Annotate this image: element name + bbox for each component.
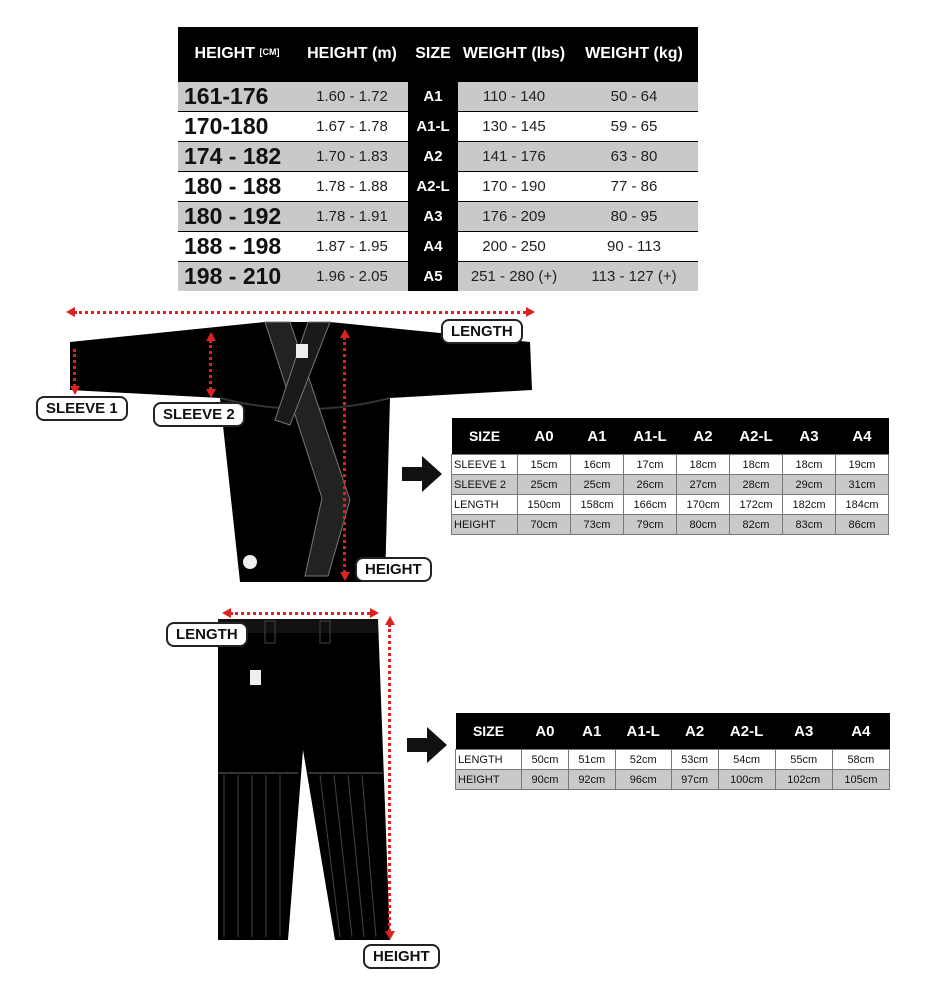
cell-height-cm: 180 - 192 xyxy=(178,202,296,232)
cell-weight-lbs: 176 - 209 xyxy=(458,202,570,232)
jacket-table-header-cell: A2 xyxy=(677,418,730,455)
jacket-table-header-cell: A0 xyxy=(518,418,571,455)
cell-weight-kg: 50 - 64 xyxy=(570,82,698,112)
jacket-table-header-cell: SIZE xyxy=(452,418,518,455)
jacket-height-callout: HEIGHT xyxy=(355,557,432,582)
cell-weight-lbs: 130 - 145 xyxy=(458,112,570,142)
cell-weight-lbs: 110 - 140 xyxy=(458,82,570,112)
pants-table-header-cell: A2-L xyxy=(718,713,775,750)
jacket-table-header-cell: A2-L xyxy=(730,418,783,455)
pants-table-cell: 105cm xyxy=(832,770,889,790)
jacket-row-label: HEIGHT xyxy=(452,515,518,535)
size-chart-row xyxy=(178,202,698,232)
cell-height-cm: 180 - 188 xyxy=(178,172,296,202)
cell-height-cm: 188 - 198 xyxy=(178,232,296,262)
jacket-table-cell: 70cm xyxy=(518,515,571,535)
cell-height-m: 1.60 - 1.72 xyxy=(296,82,408,112)
cell-size: A1-L xyxy=(408,112,458,142)
jacket-sleeve2-line xyxy=(209,340,212,390)
cell-weight-lbs: 170 - 190 xyxy=(458,172,570,202)
pants-table-header-cell: A3 xyxy=(775,713,832,750)
arrow-right-icon xyxy=(526,307,535,317)
jacket-table-header-cell: A4 xyxy=(836,418,889,455)
pants-table-header-cell: A1 xyxy=(568,713,615,750)
jacket-table-row xyxy=(452,495,889,515)
jacket-patch xyxy=(296,344,308,358)
jacket-table-cell: 166cm xyxy=(624,495,677,515)
pants-row-label: HEIGHT xyxy=(456,770,522,790)
cell-weight-lbs: 141 - 176 xyxy=(458,142,570,172)
pants-row-label: LENGTH xyxy=(456,750,522,770)
arrow-down-icon xyxy=(340,572,350,581)
jacket-table-cell: 158cm xyxy=(571,495,624,515)
cell-height-m: 1.87 - 1.95 xyxy=(296,232,408,262)
arrow-up-icon xyxy=(385,616,395,625)
pants-table-cell: 90cm xyxy=(522,770,569,790)
cell-height-cm: 170-180 xyxy=(178,112,296,142)
pants-table-cell: 58cm xyxy=(832,750,889,770)
pants-height-line xyxy=(388,624,391,932)
arrow-left-icon xyxy=(222,608,231,618)
pants-table-header-cell: A1-L xyxy=(615,713,671,750)
jacket-table-cell: 150cm xyxy=(518,495,571,515)
jacket-sleeve2-callout: SLEEVE 2 xyxy=(153,402,245,427)
cell-weight-kg: 63 - 80 xyxy=(570,142,698,172)
jacket-table-header xyxy=(452,418,889,455)
cell-size: A5 xyxy=(408,262,458,292)
arrow-down-icon xyxy=(206,389,216,398)
jacket-table-header-cell: A3 xyxy=(783,418,836,455)
jacket-row-label: SLEEVE 2 xyxy=(452,475,518,495)
pants-length-line xyxy=(230,612,370,615)
pants-table-header-cell: A0 xyxy=(522,713,569,750)
size-chart-row xyxy=(178,142,698,172)
jacket-table-cell: 79cm xyxy=(624,515,677,535)
jacket-table-cell: 19cm xyxy=(836,455,889,475)
jacket-table-cell: 29cm xyxy=(783,475,836,495)
pants-table-header-cell: A2 xyxy=(671,713,718,750)
pants-table-row xyxy=(456,770,890,790)
pants-table-cell: 96cm xyxy=(615,770,671,790)
cell-size: A4 xyxy=(408,232,458,262)
jacket-table-header-cell: A1-L xyxy=(624,418,677,455)
pants-table-cell: 55cm xyxy=(775,750,832,770)
pants-length-callout: LENGTH xyxy=(166,622,248,647)
header-height-cm: HEIGHT [CM] xyxy=(178,27,296,82)
pants-height-callout: HEIGHT xyxy=(363,944,440,969)
size-chart-header-row xyxy=(178,27,698,82)
jacket-table-cell: 18cm xyxy=(730,455,783,475)
header-height-m: HEIGHT (m) xyxy=(296,27,408,82)
jacket-table-cell: 25cm xyxy=(518,475,571,495)
cell-size: A2-L xyxy=(408,172,458,202)
jacket-table-cell: 31cm xyxy=(836,475,889,495)
pants-body xyxy=(218,619,390,940)
size-chart-row xyxy=(178,262,698,292)
pants-table-cell: 97cm xyxy=(671,770,718,790)
jacket-table-row xyxy=(452,515,889,535)
arrow-right-icon xyxy=(370,608,379,618)
size-chart-row xyxy=(178,232,698,262)
pants-table-row xyxy=(456,750,890,770)
size-chart-row xyxy=(178,82,698,112)
jacket-table-cell: 18cm xyxy=(677,455,730,475)
pants-table-cell: 52cm xyxy=(615,750,671,770)
jacket-table-cell: 86cm xyxy=(836,515,889,535)
jacket-table-cell: 172cm xyxy=(730,495,783,515)
jacket-length-callout: LENGTH xyxy=(441,319,523,344)
jacket-height-line xyxy=(343,337,346,573)
right-arrow-icon xyxy=(402,456,442,492)
size-chart-body xyxy=(178,82,698,292)
jacket-table-cell: 26cm xyxy=(624,475,677,495)
jacket-table-cell: 16cm xyxy=(571,455,624,475)
jacket-table-cell: 182cm xyxy=(783,495,836,515)
cell-weight-lbs: 251 - 280 (+) xyxy=(458,262,570,292)
arrow-up-icon xyxy=(340,329,350,338)
cell-size: A1 xyxy=(408,82,458,112)
pants-table-cell: 53cm xyxy=(671,750,718,770)
pants-table-header-cell: SIZE xyxy=(456,713,522,750)
jacket-length-line xyxy=(74,311,526,314)
arrow-down-icon xyxy=(70,386,80,395)
jacket-table-cell: 170cm xyxy=(677,495,730,515)
cell-height-m: 1.78 - 1.88 xyxy=(296,172,408,202)
cell-weight-lbs: 200 - 250 xyxy=(458,232,570,262)
jacket-sleeve1-line xyxy=(73,349,76,387)
size-chart-row xyxy=(178,172,698,202)
header-weight-lbs: WEIGHT (lbs) xyxy=(458,27,570,82)
cell-height-m: 1.96 - 2.05 xyxy=(296,262,408,292)
jacket-table-cell: 17cm xyxy=(624,455,677,475)
header-size: SIZE xyxy=(408,27,458,82)
cell-weight-kg: 59 - 65 xyxy=(570,112,698,142)
cell-height-cm: 161-176 xyxy=(178,82,296,112)
cell-height-m: 1.78 - 1.91 xyxy=(296,202,408,232)
pants-patch xyxy=(250,670,261,685)
jacket-table-cell: 28cm xyxy=(730,475,783,495)
pants-illustration xyxy=(210,615,400,945)
jacket-table-cell: 82cm xyxy=(730,515,783,535)
jacket-table-cell: 18cm xyxy=(783,455,836,475)
cell-weight-kg: 77 - 86 xyxy=(570,172,698,202)
cell-height-m: 1.67 - 1.78 xyxy=(296,112,408,142)
jacket-table-cell: 184cm xyxy=(836,495,889,515)
jacket-measurements-table xyxy=(451,418,889,535)
pants-table-header xyxy=(456,713,890,750)
cell-weight-kg: 80 - 95 xyxy=(570,202,698,232)
cell-height-m: 1.70 - 1.83 xyxy=(296,142,408,172)
jacket-sleeve1-callout: SLEEVE 1 xyxy=(36,396,128,421)
cell-height-cm: 174 - 182 xyxy=(178,142,296,172)
pants-table-cell: 54cm xyxy=(718,750,775,770)
jacket-table-cell: 83cm xyxy=(783,515,836,535)
jacket-table-body xyxy=(452,455,889,535)
arrow-down-icon xyxy=(385,931,395,940)
arrow-left-icon xyxy=(66,307,75,317)
right-arrow-icon xyxy=(407,727,447,763)
jacket-row-label: SLEEVE 1 xyxy=(452,455,518,475)
arrow-up-icon xyxy=(206,332,216,341)
cell-size: A2 xyxy=(408,142,458,172)
pants-table-cell: 50cm xyxy=(522,750,569,770)
jacket-table-cell: 80cm xyxy=(677,515,730,535)
cell-size: A3 xyxy=(408,202,458,232)
pants-table-cell: 102cm xyxy=(775,770,832,790)
pants-table-body xyxy=(456,750,890,790)
header-weight-kg: WEIGHT (kg) xyxy=(570,27,698,82)
jacket-table-row xyxy=(452,475,889,495)
jacket-table-cell: 27cm xyxy=(677,475,730,495)
pants-table-cell: 51cm xyxy=(568,750,615,770)
cell-weight-kg: 113 - 127 (+) xyxy=(570,262,698,292)
jacket-table-cell: 15cm xyxy=(518,455,571,475)
jacket-table-header-cell: A1 xyxy=(571,418,624,455)
jacket-belt-logo xyxy=(243,555,257,569)
pants-measurements-table xyxy=(455,713,890,790)
pants-table-header-cell: A4 xyxy=(832,713,889,750)
size-chart-row xyxy=(178,112,698,142)
cell-height-cm: 198 - 210 xyxy=(178,262,296,292)
cell-weight-kg: 90 - 113 xyxy=(570,232,698,262)
pants-table-cell: 100cm xyxy=(718,770,775,790)
jacket-row-label: LENGTH xyxy=(452,495,518,515)
size-chart-table xyxy=(178,27,698,291)
jacket-table-cell: 25cm xyxy=(571,475,624,495)
jacket-table-row xyxy=(452,455,889,475)
pants-table-cell: 92cm xyxy=(568,770,615,790)
jacket-table-cell: 73cm xyxy=(571,515,624,535)
